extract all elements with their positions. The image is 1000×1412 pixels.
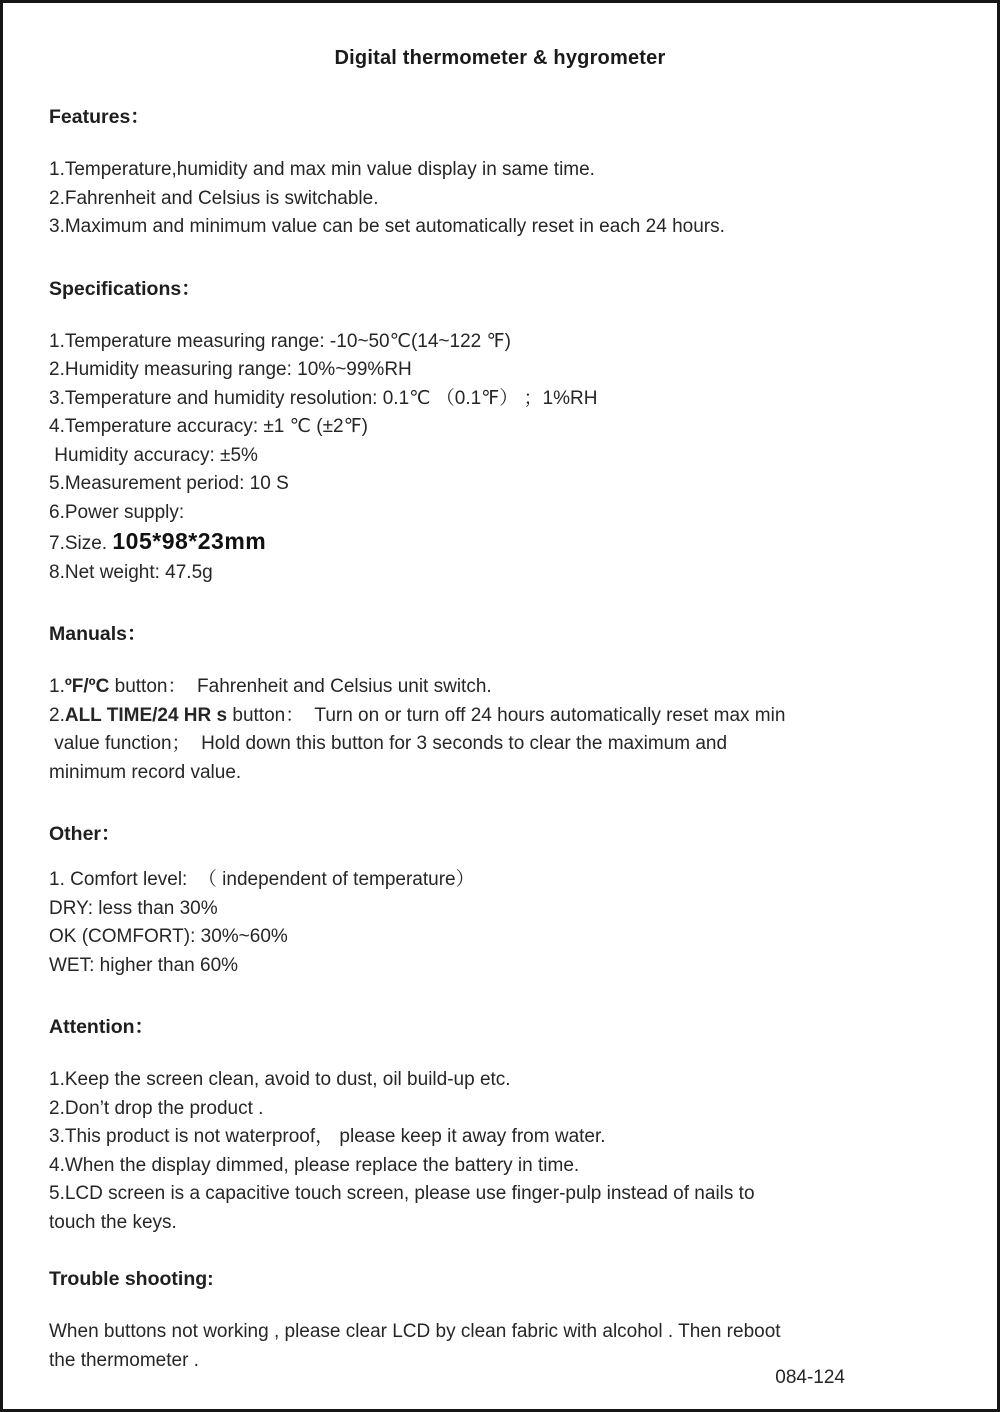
spec-line: 3.Temperature and humidity resolution: 0.1℃ （0.1℉） ；1%RH — [49, 387, 598, 409]
spec-line: 5.Measurement period: 10 S — [49, 473, 289, 494]
spec-line: 6.Power supply: — [49, 501, 185, 523]
manuals-item-2-continued: value function； Hold down this button for 3 seconds to clear the maximum and — [49, 733, 728, 754]
other-line: WET: higher than 60% — [49, 954, 239, 976]
manuals-lines — [49, 673, 951, 787]
manuals-item-2-number: 2. — [49, 704, 65, 726]
manuals-item-2-continued: minimum record value. — [49, 761, 242, 783]
other-line: 1. Comfort level: （ independent of temperature） — [49, 869, 475, 890]
manuals-item-1 — [49, 673, 951, 702]
manuals-item-1-text: button： Fahrenheit and Celsius unit switch. — [109, 676, 492, 697]
specifications-heading: Specifications： — [49, 277, 201, 300]
spec-line: Humidity accuracy: ±5% — [49, 444, 258, 466]
other-line: DRY: less than 30% — [49, 897, 218, 919]
manuals-heading: Manuals： — [49, 623, 147, 645]
attention-line: touch the keys. — [49, 1211, 177, 1233]
spec-line: 8.Net weight: 47.5g — [49, 561, 213, 583]
other-heading: Other： — [49, 823, 121, 845]
attention-line: 1.Keep the screen clean, avoid to dust, oil build-up etc. — [49, 1069, 511, 1090]
section-attention — [49, 1011, 951, 1237]
attention-lines — [49, 1066, 951, 1237]
attention-line: 2.Don’t drop the product . — [49, 1097, 264, 1119]
spec-line: 4.Temperature accuracy: ±1 ℃ (±2℉) — [49, 416, 368, 437]
section-manuals — [49, 618, 951, 787]
manuals-item-1-button-name: ºF/ºC — [64, 676, 110, 697]
section-features — [49, 101, 951, 242]
manuals-item-2 — [49, 702, 951, 731]
features-line: 1.Temperature,humidity and max min value display in same time. — [49, 159, 595, 180]
footer-model-code: 084-124 — [775, 1367, 845, 1388]
spec-size-value: 105*98*23mm — [112, 528, 267, 554]
features-lines — [49, 156, 951, 242]
attention-line: 4.When the display dimmed, please replace the battery in time. — [49, 1154, 580, 1176]
trouble-shooting-line: When buttons not working , please clear LCD by clean fabric with alcohol . Then reboot — [49, 1321, 781, 1342]
features-heading: Features： — [49, 106, 150, 128]
section-trouble-shooting — [49, 1268, 951, 1375]
manuals-item-2-button-name: ALL TIME/24 HR s — [64, 704, 228, 726]
attention-heading: Attention： — [49, 1016, 155, 1038]
trouble-shooting-heading: Trouble shooting: — [49, 1268, 214, 1290]
features-line: 2.Fahrenheit and Celsius is switchable. — [49, 187, 379, 209]
manuals-item-1-number: 1. — [49, 676, 65, 697]
section-other — [49, 818, 951, 980]
page-title: Digital thermometer & hygrometer — [334, 47, 666, 69]
spec-size-prefix: 7.Size. — [49, 533, 113, 554]
section-specifications — [49, 273, 951, 588]
trouble-shooting-line: the thermometer . — [49, 1349, 199, 1371]
other-line: OK (COMFORT): 30%~60% — [49, 926, 288, 947]
manuals-item-2-text: button： Turn on or turn off 24 hours automatically reset max min — [227, 704, 786, 726]
other-lines — [49, 866, 951, 980]
spec-size-line — [49, 527, 951, 559]
spec-line: 2.Humidity measuring range: 10%~99%RH — [49, 359, 412, 380]
specifications-lines — [49, 328, 951, 588]
spec-line: 1.Temperature measuring range: -10~50℃(14~122 ℉) — [49, 330, 511, 352]
attention-line: 5.LCD screen is a capacitive touch screen, please use finger-pulp instead of nails to — [49, 1183, 755, 1204]
features-line: 3.Maximum and minimum value can be set automatically reset in each 24 hours. — [49, 216, 725, 237]
attention-line: 3.This product is not waterproof， please keep it away from water. — [49, 1126, 606, 1147]
